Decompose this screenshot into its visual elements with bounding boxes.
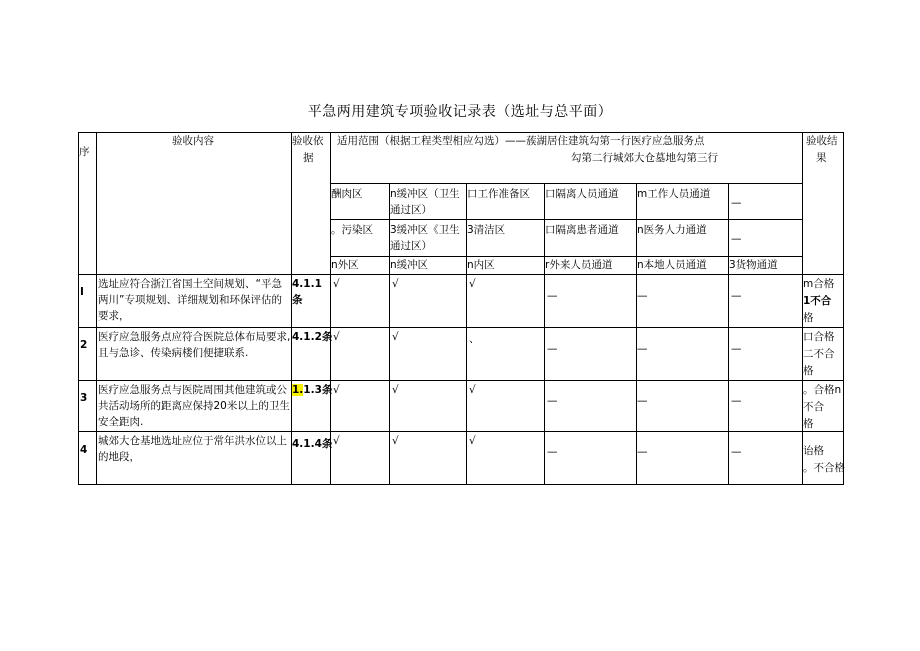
check-mark: √ <box>333 384 340 396</box>
row-result <box>803 329 835 380</box>
scope-option: m工作人员通道 <box>637 188 711 200</box>
col-line-right <box>843 132 844 485</box>
row-content: 医疗应急服务点与医院周围其他建筑或公共活动场所的距离应保持20米以上的卫生安全距肉. <box>98 384 290 428</box>
result-option: 口合格 <box>803 331 835 343</box>
check-mark: 、 <box>469 333 480 345</box>
check-mark: √ <box>333 278 340 290</box>
row-basis: 4.1.2条 <box>292 331 333 343</box>
result-option: 1不合 <box>803 295 832 307</box>
scope-option: n本地人员通道 <box>637 259 707 271</box>
header-scope-line2: 勾第二行城郊大仓墓地勾第三行 <box>571 152 718 164</box>
dash-mark: — <box>637 290 648 302</box>
col-line-seq <box>96 132 97 485</box>
row-content: 医疗应急服务点应符合医院总体布局要求,且与急诊、传染病楼们便捷联系. <box>98 331 291 359</box>
row-seq: 4 <box>80 444 88 456</box>
dash-mark: — <box>547 446 558 458</box>
scope-option: r外来人员通道 <box>545 259 613 271</box>
col-line-left <box>78 132 79 485</box>
check-mark: √ <box>392 435 399 447</box>
scope-row-line-1 <box>330 183 802 184</box>
header-result-line1: 验收结 <box>806 135 838 147</box>
row-seq: I <box>80 286 84 298</box>
check-mark: √ <box>333 435 340 447</box>
check-mark: √ <box>469 435 476 447</box>
scope-option: n内区 <box>467 259 495 271</box>
row-basis: 4.1.1条 <box>292 278 322 306</box>
col-line-basis <box>330 132 331 485</box>
row-result <box>803 276 834 327</box>
row-result <box>803 382 841 431</box>
check-mark: √ <box>469 278 476 290</box>
check-mark: √ <box>392 384 399 396</box>
row-seq: 3 <box>80 392 88 404</box>
result-option: 诒格 <box>803 445 824 457</box>
check-mark: √ <box>392 278 399 290</box>
row-content: 城郊大仓基地选址应位于常年洪水位以上的地段， <box>98 435 287 463</box>
scope-option: 3缓冲区《卫生通过区） <box>390 224 460 252</box>
row-seq: 2 <box>80 339 88 351</box>
row-result <box>803 443 845 477</box>
result-option: 不合 <box>803 401 824 413</box>
header-basis-line1: 验收依 <box>292 135 324 147</box>
result-option: 格 <box>803 418 814 430</box>
header-basis-line2: 据 <box>303 152 314 164</box>
scope-option: — <box>731 197 742 209</box>
col-line-scope-5 <box>728 183 729 485</box>
scope-option: — <box>731 233 742 245</box>
check-mark: √ <box>333 331 340 343</box>
scope-row-line-2 <box>330 219 802 220</box>
highlight-mark: 1. <box>292 384 304 396</box>
scope-option: n医务人力通道 <box>637 224 707 236</box>
dash-mark: — <box>547 343 558 355</box>
check-mark: √ <box>469 384 476 396</box>
result-option: 。合格n <box>803 384 842 396</box>
scope-option: 3清洁区 <box>467 224 506 236</box>
dash-mark: — <box>637 446 648 458</box>
dash-mark: — <box>637 395 648 407</box>
check-mark: √ <box>392 331 399 343</box>
scope-option: 口工作准备区 <box>467 188 530 200</box>
row-basis <box>292 382 332 398</box>
scope-option: n缓冲区 <box>390 259 429 271</box>
page-title: 平急两用建筑专项验收记录表（选址与总平面） <box>307 104 613 120</box>
dash-mark: — <box>637 343 648 355</box>
dash-mark: — <box>731 343 742 355</box>
row-content: 选址应符合浙江省国土空间规划、“平急两川”专项规划、详细规划和环保评估的要求， <box>98 278 282 322</box>
result-option: 格 <box>803 312 814 324</box>
scope-option: 口隔离患者通道 <box>545 224 619 236</box>
result-option: 格 <box>803 365 814 377</box>
header-content: 验收内容 <box>172 135 214 147</box>
dash-mark: — <box>547 290 558 302</box>
dash-mark: — <box>731 446 742 458</box>
dash-mark: — <box>731 395 742 407</box>
scope-option: 3货物通道 <box>729 259 778 271</box>
row-basis: 4.1.4条 <box>292 438 333 450</box>
scope-option: 。污染区 <box>331 224 373 236</box>
row-basis-text: 1.3条 <box>303 384 333 396</box>
scope-option: n缓冲区（卫生通过区） <box>390 188 460 216</box>
result-option: 。不合格 <box>803 462 845 474</box>
header-result-line2: 果 <box>816 152 827 164</box>
dash-mark: — <box>547 395 558 407</box>
result-option: m合格 <box>803 278 835 290</box>
scope-option: 口隔离人员通道 <box>545 188 619 200</box>
dash-mark: — <box>731 290 742 302</box>
header-scope-line1: 适用范围（根据工程类型相应勾选）——蔟湖居住建筑勾第一行医疗应急服务点 <box>337 135 705 147</box>
result-option: 二不合 <box>803 348 835 360</box>
header-seq: 序 <box>79 146 90 158</box>
scope-option: 酬肉区 <box>331 188 363 200</box>
scope-option: n外区 <box>331 259 359 271</box>
